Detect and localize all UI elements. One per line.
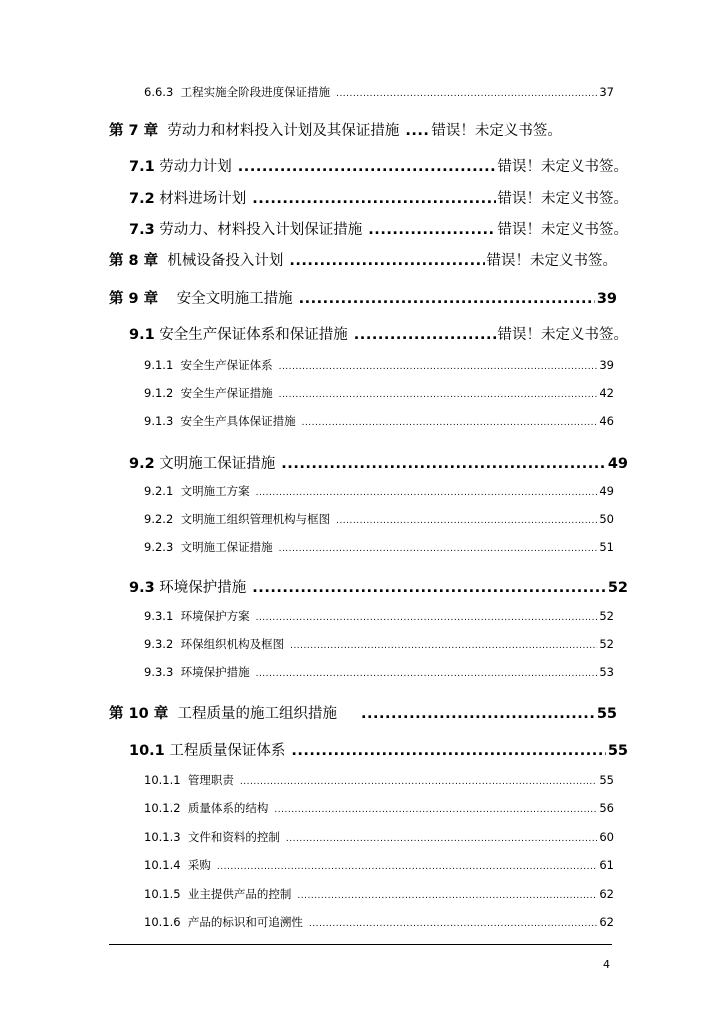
toc-leader (302, 418, 598, 428)
toc-entry-6-6-3[interactable] (144, 84, 614, 100)
toc-entry-title: 7.1 劳动力计划 (129, 159, 232, 175)
toc-entry-10-1-5[interactable] (144, 886, 614, 902)
toc-entry-7-1[interactable] (129, 155, 628, 175)
toc-page-number: 错误！未定义书签。 (497, 327, 628, 343)
toc-page-number: 52 (599, 637, 614, 651)
toc-page-number: 62 (599, 915, 614, 929)
toc-entry-chapter-8[interactable] (109, 249, 617, 269)
toc-page-number: 37 (599, 85, 614, 99)
toc-page-number: 错误！未定义书签。 (497, 191, 628, 207)
toc-leader (240, 777, 597, 787)
toc-page-number: 61 (599, 858, 614, 872)
toc-page-number: 52 (599, 609, 614, 623)
toc-entry-title: 10.1.2 质量体系的结构 (144, 801, 269, 815)
toc-leader (279, 544, 598, 554)
toc-leader (336, 89, 597, 99)
toc-entry-7-2[interactable] (129, 187, 628, 207)
toc-leader (336, 516, 597, 526)
toc-page-number: 51 (599, 540, 614, 554)
toc-entry-9-1-2[interactable] (144, 385, 614, 401)
toc-page-number: 60 (599, 830, 614, 844)
toc-page-number: 56 (599, 801, 614, 815)
toc-entry-9-1[interactable] (129, 323, 628, 343)
toc-entry-title: 9.1.3 安全生产具体保证措施 (144, 414, 296, 428)
toc-entry-title: 9.3.1 环境保护方案 (144, 609, 250, 623)
toc-leader (354, 327, 496, 343)
toc-entry-title: 9.1.1 安全生产保证体系 (144, 358, 273, 372)
toc-entry-9-3-2[interactable] (144, 636, 614, 652)
toc-entry-chapter-10[interactable] (109, 702, 617, 722)
toc-leader (279, 362, 598, 372)
toc-page-number: 42 (599, 386, 614, 400)
toc-entry-title: 第 10 章 工程质量的施工组织措施 (109, 706, 337, 722)
toc-leader (252, 580, 606, 596)
toc-entry-title: 10.1.3 文件和资料的控制 (144, 830, 280, 844)
toc-entry-title: 9.2.1 文明施工方案 (144, 484, 250, 498)
toc-entry-title: 9.1 安全生产保证体系和保证措施 (129, 327, 348, 343)
toc-leader (286, 834, 597, 844)
toc-page-number: 39 (599, 358, 614, 372)
toc-leader (405, 123, 429, 139)
toc-entry-title: 10.1.5 业主提供产品的控制 (144, 887, 292, 901)
toc-entry-10-1-6[interactable] (144, 914, 614, 930)
toc-page-number: 49 (607, 456, 628, 472)
toc-entry-9-2-2[interactable] (144, 511, 614, 527)
toc-entry-title: 10.1.4 采购 (144, 858, 211, 872)
toc-leader (252, 191, 495, 207)
toc-leader (279, 390, 598, 400)
toc-entry-10-1-1[interactable] (144, 772, 614, 788)
toc-entry-9-3-1[interactable] (144, 608, 614, 624)
toc-entry-title: 10.1.6 产品的标识和可追溯性 (144, 915, 303, 929)
toc-entry-chapter-7[interactable] (109, 119, 617, 139)
toc-entry-title: 9.2.2 文明施工组织管理机构与框图 (144, 512, 331, 526)
toc-page-number: 错误！未定义书签。 (497, 159, 628, 175)
toc-entry-title: 6.6.3 工程实施全阶段进度保证措施 (144, 85, 331, 99)
toc-leader (297, 891, 597, 901)
toc-entry-10-1-4[interactable] (144, 857, 614, 873)
toc-entry-title: 9.2 文明施工保证措施 (129, 456, 276, 472)
footer-page-number: 4 (603, 958, 610, 971)
toc-entry-title: 9.1.2 安全生产保证措施 (144, 386, 273, 400)
toc-page-number: 50 (599, 512, 614, 526)
toc-entry-title: 9.3.3 环境保护措施 (144, 665, 250, 679)
toc-entry-title: 9.2.3 文明施工保证措施 (144, 540, 273, 554)
toc-entry-title: 7.2 材料进场计划 (129, 191, 247, 207)
toc-entry-10-1-3[interactable] (144, 829, 614, 845)
toc-entry-chapter-9[interactable] (109, 287, 617, 307)
toc-entry-9-3-3[interactable] (144, 664, 614, 680)
toc-entry-9-2-1[interactable] (144, 483, 614, 499)
toc-entry-7-3[interactable] (129, 218, 628, 238)
toc-entry-title: 第 9 章 安全文明施工措施 (109, 291, 293, 307)
toc-page-number: 53 (599, 665, 614, 679)
toc-leader (256, 488, 598, 498)
toc-entry-10-1[interactable] (129, 739, 628, 759)
toc-page-number: 62 (599, 887, 614, 901)
toc-leader (238, 159, 496, 175)
toc-entry-9-2[interactable] (129, 452, 628, 472)
toc-entry-9-1-3[interactable] (144, 413, 614, 429)
toc-leader (309, 919, 597, 929)
toc-page-number: 55 (596, 706, 617, 722)
toc-leader (368, 222, 495, 238)
toc-page-number: 错误！未定义书签。 (497, 222, 628, 238)
toc-leader (289, 253, 484, 269)
toc-page-number: 46 (599, 414, 614, 428)
toc-page-number: 错误！未定义书签。 (431, 123, 562, 139)
toc-page-number: 55 (599, 773, 614, 787)
toc-entry-10-1-2[interactable] (144, 800, 614, 816)
toc-entry-title: 第 8 章 机械设备投入计划 (109, 253, 284, 269)
toc-leader (256, 669, 598, 679)
toc-leader (361, 706, 595, 722)
footer-divider (109, 944, 612, 945)
toc-leader (291, 743, 605, 759)
toc-page-number: 52 (607, 580, 628, 596)
toc-entry-title: 第 7 章 劳动力和材料投入计划及其保证措施 (109, 123, 400, 139)
toc-leader (217, 862, 597, 872)
toc-entry-title: 9.3 环境保护措施 (129, 580, 247, 596)
toc-page-number: 39 (596, 291, 617, 307)
toc-page-number: 49 (599, 484, 614, 498)
toc-entry-title: 10.1 工程质量保证体系 (129, 743, 286, 759)
toc-page-number: 错误！未定义书签。 (486, 253, 617, 269)
toc-entry-title: 7.3 劳动力、材料投入计划保证措施 (129, 222, 363, 238)
toc-leader (281, 456, 606, 472)
toc-entry-9-2-3[interactable] (144, 539, 614, 555)
toc-entry-9-1-1[interactable] (144, 357, 614, 373)
toc-leader (256, 613, 598, 623)
toc-leader (290, 641, 597, 651)
toc-leader (274, 805, 597, 815)
toc-leader (299, 291, 595, 307)
toc-entry-title: 9.3.2 环保组织机构及框图 (144, 637, 285, 651)
toc-entry-9-3[interactable] (129, 576, 628, 596)
toc-page-number: 55 (607, 743, 628, 759)
toc-entry-title: 10.1.1 管理职责 (144, 773, 234, 787)
